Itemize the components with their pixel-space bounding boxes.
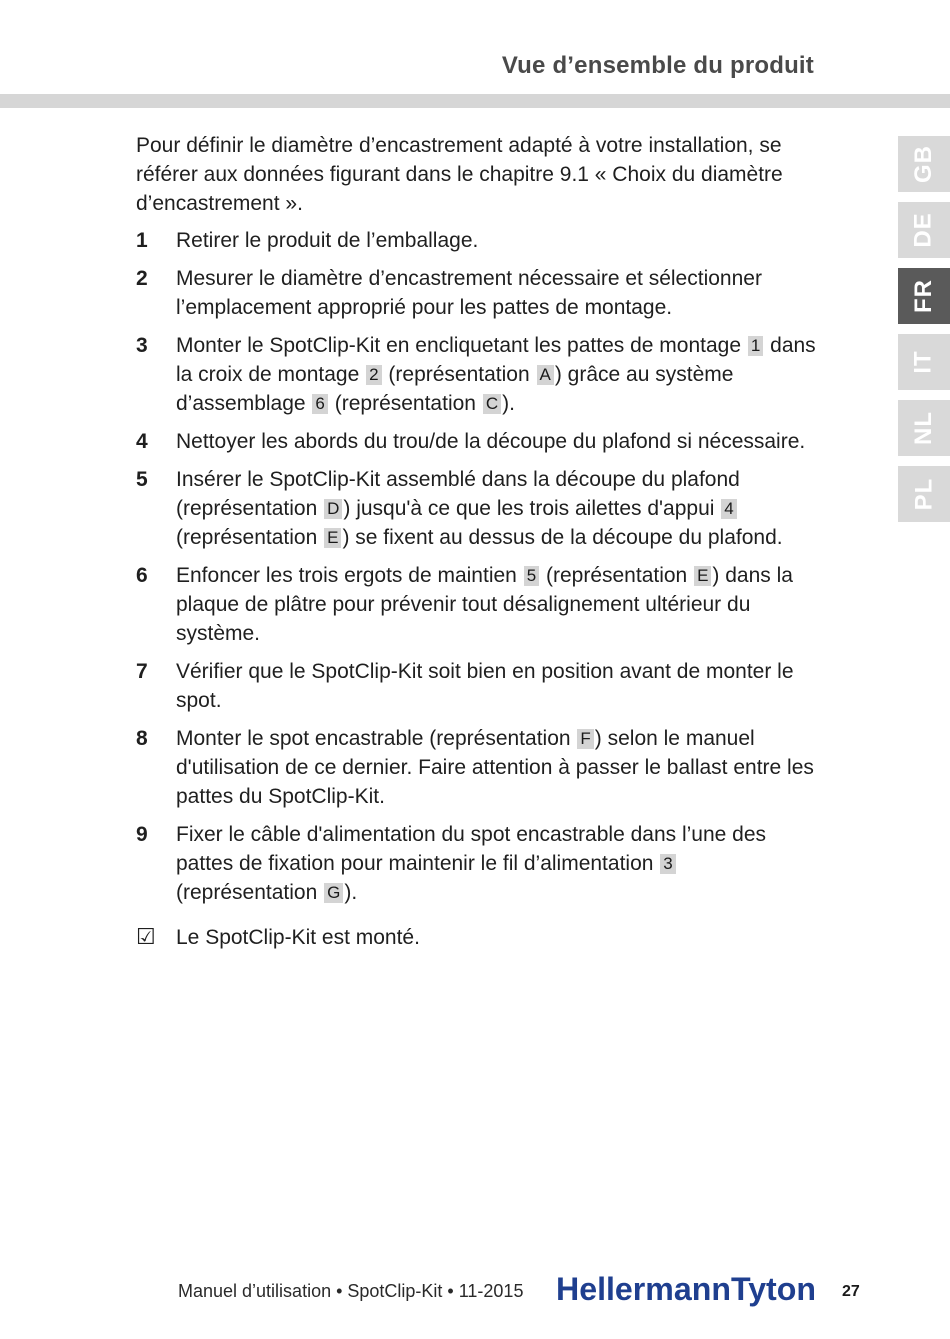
step-item (136, 465, 816, 552)
step-text (176, 427, 816, 456)
language-tab-gb[interactable] (898, 136, 950, 192)
language-tab-label: FR (910, 279, 937, 313)
step-item (136, 331, 816, 418)
step-text-segment: ) jusqu'à ce que les trois ailettes d'appui (343, 497, 721, 520)
reference-marker: 5 (524, 566, 539, 586)
step-text-segment: Fixer le câble d'alimentation du spot encastrable dans l’une des pattes de fixation pour maintenir le fil d’alimentation (176, 823, 767, 875)
reference-marker: E (324, 528, 341, 548)
step-text-segment: (représentation (328, 392, 482, 415)
reference-marker: 4 (721, 499, 736, 519)
step-text-segment: ). (502, 392, 515, 415)
step-item (136, 264, 816, 322)
language-tabs (898, 136, 950, 532)
steps-list (136, 226, 816, 907)
step-text-segment: dans la croix de montage (176, 334, 816, 386)
step-text (176, 820, 816, 907)
language-tab-label: DE (910, 212, 937, 248)
header-bar (0, 94, 950, 108)
step-number: 8 (136, 727, 148, 750)
language-tab-it[interactable] (898, 334, 950, 390)
step-text-segment: Mesurer le diamètre d’encastrement nécessaire et sélectionner l’emplacement approprié pour les pattes de montage. (176, 267, 762, 319)
step-text (176, 264, 816, 322)
language-tab-label: NL (910, 411, 937, 445)
language-tab-pl[interactable] (898, 466, 950, 522)
reference-marker: 3 (660, 854, 675, 874)
step-text-segment: Monter le spot encastrable (représentation (176, 727, 577, 750)
step-text-segment: Nettoyer les abords du trou/de la découpe du plafond si nécessaire. (176, 430, 806, 453)
step-text-segment: ) se fixent au dessus de la découpe du plafond. (342, 526, 783, 549)
reference-marker: 6 (312, 394, 327, 414)
hellermanntyton-logo (556, 1270, 818, 1308)
page-number: 27 (842, 1283, 860, 1300)
step-text-segment: ) dans la plaque de plâtre pour prévenir tout désalignement ultérieur du système. (176, 564, 793, 645)
step-number: 4 (136, 430, 148, 453)
step-number: 7 (136, 660, 148, 683)
step-text-segment: Enfoncer les trois ergots de maintien (176, 564, 523, 587)
reference-marker: C (483, 394, 501, 414)
step-text-segment: Vérifier que le SpotClip-Kit soit bien en position avant de monter le spot. (176, 660, 794, 712)
step-text (176, 226, 816, 255)
reference-marker: 1 (748, 336, 763, 356)
intro-paragraph: Pour définir le diamètre d’encastrement adapté à votre installation, se référer aux données figurant dans le chapitre 9.1 « Choix du diamètre d’encastrement ». (136, 134, 783, 215)
step-number: 6 (136, 564, 148, 587)
reference-marker: G (324, 883, 343, 903)
step-text-segment: Retirer le produit de l’emballage. (176, 229, 479, 252)
step-text (176, 657, 816, 715)
main-content (136, 131, 816, 952)
step-text-segment: Monter le SpotClip-Kit en encliquetant les pattes de montage (176, 334, 747, 357)
language-tab-label: GB (910, 145, 937, 183)
logo-text: HellermannTyton (556, 1271, 816, 1307)
step-text-segment: (représentation (176, 526, 324, 549)
footer-text: Manuel d’utilisation • SpotClip-Kit • 11-2015 (178, 1281, 524, 1301)
step-text-segment: (représentation (176, 881, 324, 904)
step-text (176, 465, 816, 552)
language-tab-nl[interactable] (898, 400, 950, 456)
step-text-segment: Insérer le SpotClip-Kit assemblé dans la découpe du plafond (représentation (176, 468, 740, 520)
step-item (136, 427, 816, 456)
step-text-segment: ) grâce au système d’assemblage (176, 363, 734, 415)
language-tab-label: PL (909, 477, 937, 511)
step-text-segment: (représentation (540, 564, 694, 587)
step-text-segment: ) selon le manuel d'utilisation de ce dernier. Faire attention à passer le ballast entre les pattes du SpotClip-Kit. (176, 727, 814, 808)
step-text (176, 561, 816, 648)
step-item (136, 724, 816, 811)
reference-marker: A (537, 365, 554, 385)
step-text (176, 724, 816, 811)
language-tab-label: IT (909, 350, 937, 374)
language-tab-fr[interactable] (898, 268, 950, 324)
step-text-segment: ). (344, 881, 358, 904)
step-number: 1 (136, 229, 148, 252)
result-line (136, 923, 816, 952)
reference-marker: D (324, 499, 342, 519)
step-number: 5 (136, 468, 148, 491)
checkbox-checked-icon: ☑ (136, 925, 156, 950)
step-text (176, 331, 816, 418)
step-number: 9 (136, 823, 148, 846)
step-number: 2 (136, 267, 148, 290)
reference-marker: E (694, 566, 711, 586)
step-item (136, 561, 816, 648)
step-item (136, 226, 816, 255)
section-title: Vue d’ensemble du produit (501, 52, 814, 79)
language-tab-de[interactable] (898, 202, 950, 258)
result-text: Le SpotClip-Kit est monté. (176, 926, 420, 949)
step-text-segment: (représentation (382, 363, 536, 386)
step-item (136, 820, 816, 907)
step-number: 3 (136, 334, 148, 357)
reference-marker: 2 (366, 365, 381, 385)
step-item (136, 657, 816, 715)
reference-marker: F (577, 729, 593, 749)
